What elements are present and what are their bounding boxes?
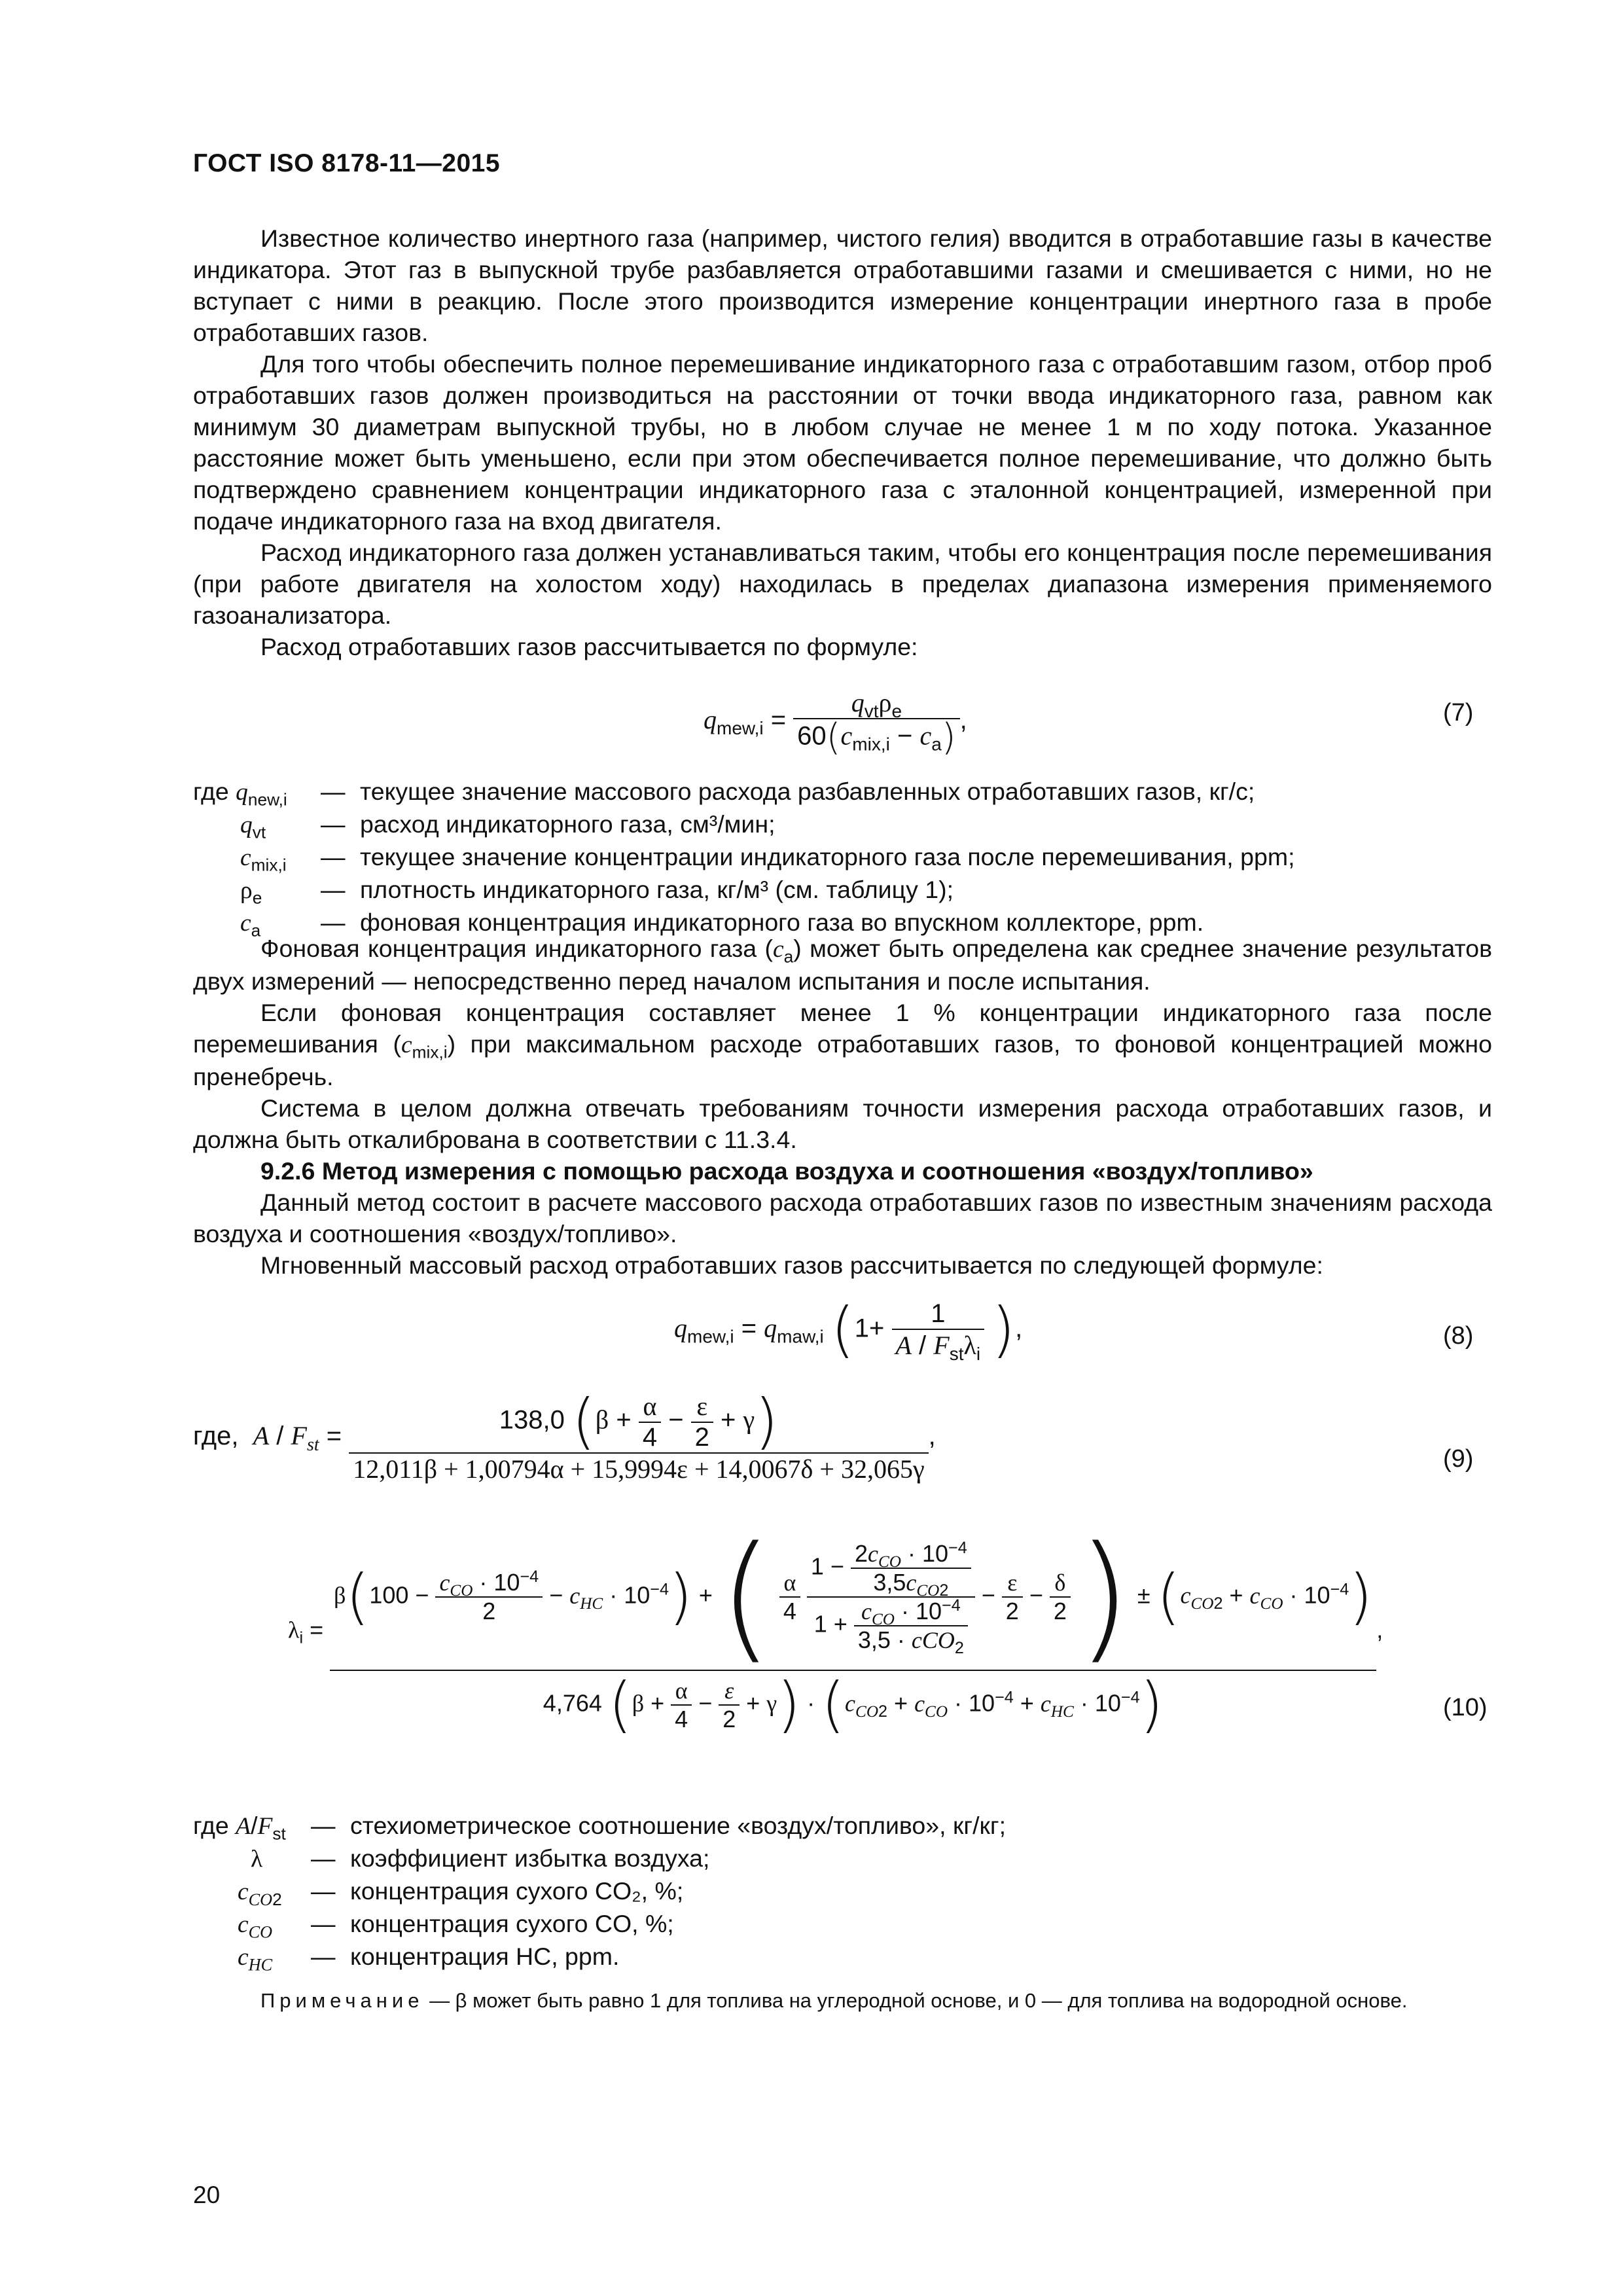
note-label: Примечание <box>260 1989 424 2012</box>
note <box>193 1986 1492 2015</box>
definition-row: $c_{CO}$ — концентрация сухого CO, %; <box>238 1910 674 1942</box>
paragraph: Расход индикаторного газа должен устанавливаться таким, чтобы его концентрация после перемешивания (при работе двигателя на холостом ходу) находилась в пределах диапазона измерения применяемого газоанализатора. <box>193 539 1492 629</box>
equation-number: (8) <box>1443 1322 1474 1350</box>
definition-row: $q_{vt}$ — расход индикаторного газа, см³/мин; <box>240 810 776 842</box>
definition-row: $\rho_e$ — плотность индикаторного газа, кг/м³ (см. таблицу 1); <box>240 876 954 908</box>
equation-9: где, A / $F_{st}$ = 138,0 (β + $\frac{\alpha}{4}$ − $\frac{\varepsilon}{2}$ + γ) 12,011β + 1,00794α + 15,9994ε + 14,0067δ + 32,065γ , <box>193 1386 936 1484</box>
definition-row: где $A/F_{st}$ — стехиометрическое соотношение «воздух/топливо», кг/кг; <box>193 1812 1006 1844</box>
equation-7: $q_{mew,i}$ = $\frac{q_{vt}\rho_e}{60(c_{mix,i} - c_a)}$ , <box>704 688 967 759</box>
equation-number: (7) <box>1443 699 1474 726</box>
section-heading: 9.2.6 Метод измерения с помощью расхода воздуха и соотношения «воздух/топливо» <box>260 1157 1313 1185</box>
paragraph: Мгновенный массовый расход отработавших газов рассчитывается по следующей формуле: <box>260 1251 1323 1279</box>
definition-row: λ — коэффициент избытка воздуха; <box>251 1844 710 1873</box>
document-header: ГОСТ ISO 8178-11—2015 <box>193 149 501 177</box>
paragraph: Данный метод состоит в расчете массового расхода отработавших газов по известным значениям расхода воздуха и соотношения «воздух/топливо». <box>193 1189 1492 1247</box>
definition-row: $c_{HC}$ — концентрация HC, ppm. <box>238 1943 620 1975</box>
paragraph: Если фоновая концентрация составляет менее 1 % концентрации индикаторного газа после перемешивания $(c_{mix,i})$ при максимальном расходе отработавших газов, то фоновой концентрацией можно пренебречь. <box>193 999 1492 1090</box>
equation-8: $q_{mew,i} = q_{maw,i}$ (1+ $\frac{1}{A / F_{st}\lambda_i}$ ), <box>674 1295 1023 1365</box>
equation-number: (9) <box>1443 1445 1474 1473</box>
equation-10: $\lambda_i$ = β(100 − $\frac{c_{CO} \cdot 10^{-4}}{2}$ − $c_{HC} \cdot 10^{-4}$) + ( $\frac{\alpha}{4}$ 1 − $\frac{2c_{CO} \cdot 10^{-4}}{3,5c_{CO2}}$ 1 + $\frac{c_{CO} \cdot 10^{-4}}{3,5 \cdot cCO_2}$ − $\frac{\varepsilon}{2}$ − $\frac{\delta}{2}$ ) ± $(c_{CO2} + c_{CO} \cdot 10^{-4})$ 4,764 (β + $\frac{\alpha}{4}$ − $\frac{\varepsilon}{2}$ + $\gamma) \cdot (c_{CO2} + c_{CO} \cdot 10^{-4} + c_{HC} \cdot 10^{-4})$ , <box>288 1516 1383 1740</box>
definition-row: $c_{mix,i}$ — текущее значение концентрации индикаторного газа после перемешивания, ppm; <box>240 843 1295 875</box>
symbol-definitions <box>193 776 1295 939</box>
paragraph: Фоновая концентрация индикаторного газа $(c_a)$ может быть определена как среднее значение результатов двух измерений — непосредственно перед началом испытания и после испытания. <box>193 935 1492 995</box>
definition-row: $c_a$ — фоновая концентрация индикаторного газа во впускном коллекторе, ppm. <box>240 908 1204 941</box>
symbol-definitions <box>193 1810 1006 1973</box>
page-number: 20 <box>193 2181 221 2208</box>
paragraph: Расход отработавших газов рассчитывается по формуле: <box>260 633 918 660</box>
intro-text <box>193 223 1492 662</box>
definition-row: $c_{CO2}$ — концентрация сухого CO₂, %; <box>238 1877 684 1909</box>
paragraph: Для того чтобы обеспечить полное перемешивание индикаторного газа с отработавшим газом, отбор проб отработавших газов должен производиться на расстоянии от точки ввода индикаторного газа, равном как минимум 30 диаметрам выпускной трубы, но в любом случае не менее 1 м по ходу потока. Указанное расстояние может быть уменьшено, если при этом обеспечивается полное перемешивание, что должно быть подтверждено сравнением концентрации индикаторного газа с эталонной концентрацией, измеренной при подаче индикаторного газа на вход двигателя. <box>193 350 1492 535</box>
paragraph: Известное количество инертного газа (например, чистого гелия) вводится в отработавшие газы в качестве индикатора. Этот газ в выпускной трубе разбавляется отработавшими газами и смешивается с ними, но не вступает с ними в реакцию. После этого производится измерение концентрации инертного газа в пробе отработавших газов. <box>193 224 1492 346</box>
paragraph: Система в целом должна отвечать требованиям точности измерения расхода отработавших газов, и должна быть откалибрована в соответствии с 11.3.4. <box>193 1094 1492 1153</box>
note-text: — β может быть равно 1 для топлива на углеродной основе, и 0 — для топлива на водородной основе. <box>429 1989 1408 2012</box>
method-text <box>193 933 1492 1281</box>
definition-row: где $q_{new,i}$ — текущее значение массового расхода разбавленных отработавших газов, кг/с; <box>193 778 1255 810</box>
equation-number: (10) <box>1443 1694 1488 1721</box>
